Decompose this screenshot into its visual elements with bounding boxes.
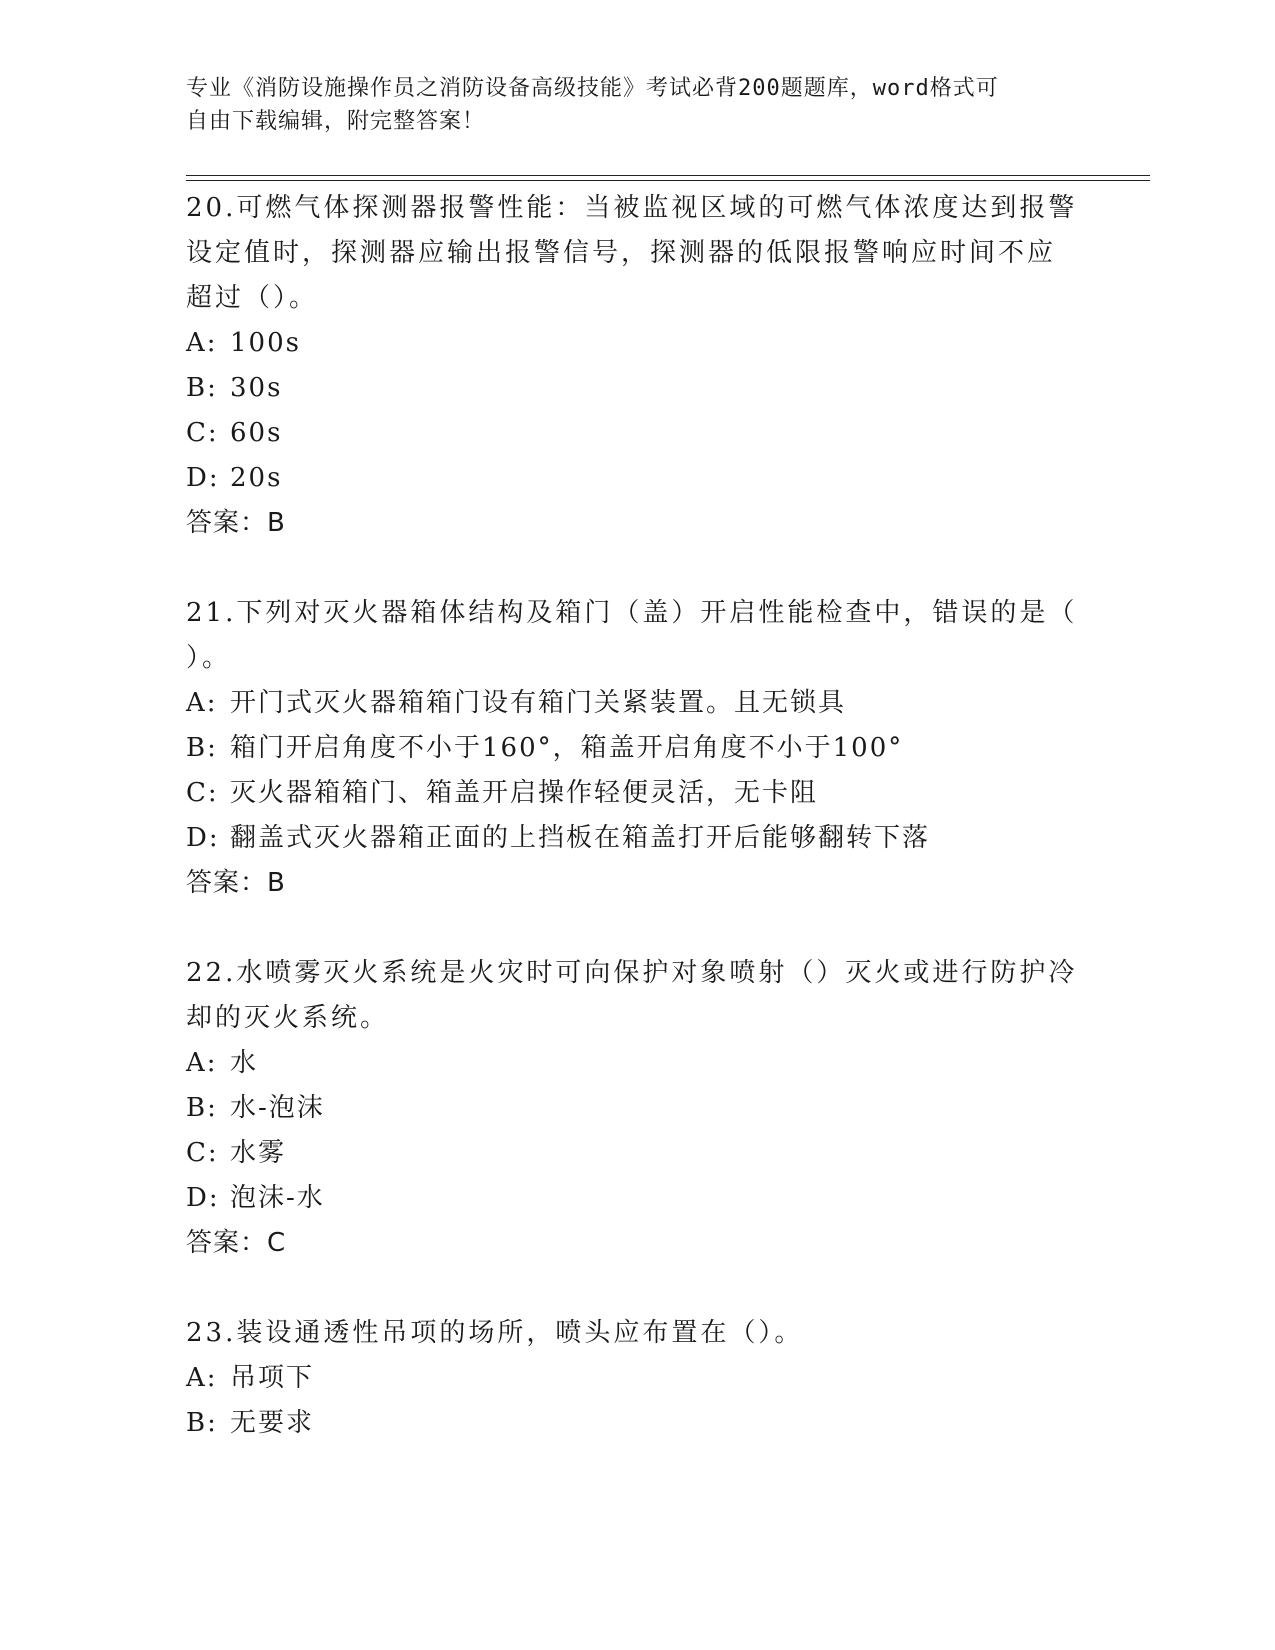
header-divider-bottom (186, 180, 1150, 181)
option-a (186, 1041, 1086, 1086)
option-d (186, 1176, 1086, 1221)
option-label: A: (186, 688, 218, 718)
option-label: C: (186, 1138, 219, 1168)
option-text: 泡沫-水 (230, 1183, 325, 1213)
question-text-line: 超过（）。 (186, 283, 319, 313)
question-text-line: 20.可燃气体探测器报警性能：当被监视区域的可燃气体浓度达到报警 (186, 193, 1078, 223)
option-a (186, 321, 1086, 366)
question-text-line: 设定值时，探测器应输出报警信号，探测器的低限报警响应时间不应 (186, 238, 1057, 268)
question-20 (186, 186, 1086, 546)
option-text: 60s (230, 418, 283, 448)
question-23 (186, 1311, 1086, 1446)
option-label: C: (186, 778, 219, 808)
option-label: D: (186, 823, 220, 853)
option-label: B: (186, 1093, 218, 1123)
spacer (186, 546, 1086, 591)
option-text: 30s (230, 373, 283, 403)
header-line-1: 专业《消防设施操作员之消防设备高级技能》考试必背200题题库，word格式可 (186, 76, 999, 101)
question-21 (186, 591, 1086, 906)
option-d (186, 456, 1086, 501)
question-text-line: ）。 (186, 643, 232, 673)
option-label: A: (186, 1363, 218, 1393)
question-text-line: 21.下列对灭火器箱体结构及箱门（盖）开启性能检查中，错误的是（ (186, 598, 1078, 628)
option-text: 翻盖式灭火器箱正面的上挡板在箱盖打开后能够翻转下落 (230, 823, 931, 853)
option-label: B: (186, 733, 218, 763)
option-c (186, 411, 1086, 456)
option-b (186, 366, 1086, 411)
option-a (186, 1356, 1086, 1401)
option-b (186, 1401, 1086, 1446)
option-label: D: (186, 1183, 220, 1213)
option-b (186, 1086, 1086, 1131)
question-list (186, 186, 1086, 1446)
question-text-line: 23.装设通透性吊项的场所，喷头应布置在（）。 (186, 1318, 804, 1348)
option-text: 开门式灭火器箱箱门设有箱门关紧装置。且无锁具 (230, 688, 847, 718)
header-line-2: 自由下载编辑，附完整答案！ (186, 109, 486, 134)
header-divider-top (186, 175, 1150, 176)
document-header (186, 72, 1066, 138)
option-b (186, 726, 1086, 771)
option-text: 水 (230, 1048, 259, 1078)
option-text: 20s (230, 463, 283, 493)
option-text: 100s (230, 328, 301, 358)
answer-line: 答案：B (186, 868, 286, 898)
spacer (186, 906, 1086, 951)
option-label: D: (186, 463, 220, 493)
option-c (186, 771, 1086, 816)
option-d (186, 816, 1086, 861)
answer-line: 答案：B (186, 508, 286, 538)
option-text: 无要求 (230, 1408, 315, 1438)
option-label: B: (186, 373, 218, 403)
option-a (186, 681, 1086, 726)
option-c (186, 1131, 1086, 1176)
option-label: A: (186, 328, 218, 358)
option-text: 水-泡沫 (230, 1093, 325, 1123)
question-22 (186, 951, 1086, 1266)
spacer (186, 1266, 1086, 1311)
option-label: A: (186, 1048, 218, 1078)
answer-line: 答案：C (186, 1228, 287, 1258)
question-text-line: 22.水喷雾灭火系统是火灾时可向保护对象喷射（）灭火或进行防护冷 (186, 958, 1078, 988)
option-text: 灭火器箱箱门、箱盖开启操作轻便灵活，无卡阻 (230, 778, 819, 808)
option-text: 箱门开启角度不小于160°，箱盖开启角度不小于100° (230, 733, 904, 763)
option-text: 吊项下 (230, 1363, 315, 1393)
option-text: 水雾 (230, 1138, 287, 1168)
question-text-line: 却的灭火系统。 (186, 1003, 390, 1033)
option-label: C: (186, 418, 219, 448)
option-label: B: (186, 1408, 218, 1438)
